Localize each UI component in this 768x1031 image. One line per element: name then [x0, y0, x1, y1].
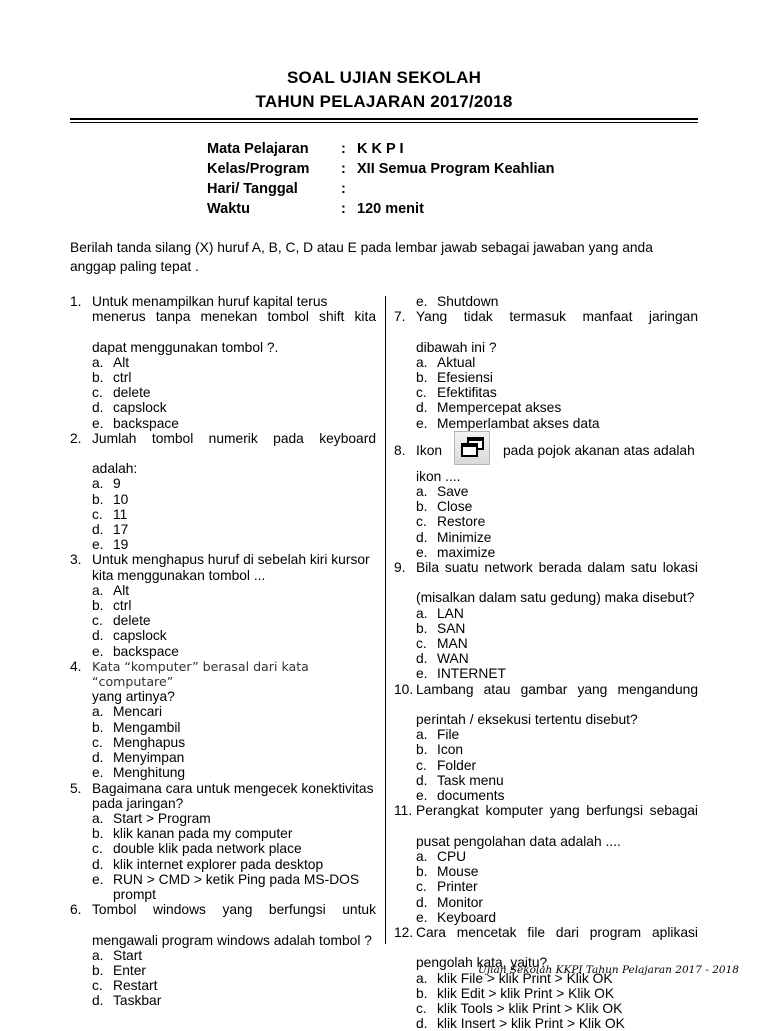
question-line: Jumlah tombol numerik pada keyboard: [92, 430, 376, 446]
question-line: mengawali program windows adalah tombol ?: [92, 932, 372, 948]
option-letter: b.: [92, 962, 104, 978]
option-d: [92, 750, 376, 765]
option-letter: a.: [92, 947, 104, 963]
option-letter: d.: [92, 750, 104, 766]
option-letter: d.: [92, 628, 104, 644]
option-a: [416, 727, 698, 742]
question-number: 4.: [70, 658, 82, 674]
header-rule: [70, 118, 698, 120]
question-line: yang artinya?: [92, 689, 175, 705]
option-text: klik internet explorer pada desktop: [113, 856, 324, 872]
option-e: [92, 765, 376, 780]
option-letter: a.: [416, 605, 428, 621]
question-number: 1.: [70, 294, 82, 309]
option-letter: a.: [92, 582, 104, 598]
option-d: [92, 628, 376, 643]
option-text: klik Tools > klik Print > Klik OK: [437, 1000, 623, 1016]
questions-left-column: [70, 294, 376, 1009]
question-line: dapat menggunakan tombol ?.: [92, 339, 279, 355]
option-text: Folder: [437, 757, 477, 773]
option-c: [416, 385, 698, 400]
info-value: XII Semua Program Keahlian: [357, 161, 555, 177]
option-e: [416, 788, 698, 803]
question-line: dibawah ini ?: [416, 339, 497, 355]
info-label: Waktu: [207, 201, 250, 217]
info-label: Mata Pelajaran: [207, 141, 309, 157]
info-row-time: [207, 199, 554, 219]
option-text: Mempercepat akses: [437, 400, 562, 416]
option-a: [416, 606, 698, 621]
option-b: [92, 598, 376, 613]
option-c: [416, 758, 698, 773]
option-b: [92, 720, 376, 735]
question-4: [70, 659, 376, 781]
option-text: RUN > CMD > ketik Ping pada MS-DOS prompt: [113, 871, 360, 902]
option-text: Memperlambat akses data: [437, 415, 600, 431]
info-colon: :: [341, 181, 346, 197]
option-letter: b.: [92, 826, 104, 842]
question-line: kita menggunakan tombol ...: [92, 567, 266, 583]
option-b: [416, 864, 698, 879]
option-e: [92, 537, 376, 552]
info-row-subject: [207, 139, 554, 159]
question-5: [70, 781, 376, 903]
question-line: Perangkat komputer yang berfungsi sebagai: [416, 803, 698, 819]
option-c: [92, 735, 376, 750]
question-line: pada pojok akanan atas adalah: [503, 442, 695, 458]
option-text: 9: [113, 476, 121, 492]
info-row-date: [207, 179, 554, 199]
question-8-body: [394, 469, 698, 560]
option-a: [92, 583, 376, 598]
option-text: Efesiensi: [437, 370, 493, 386]
option-d: [92, 400, 376, 415]
option-d: [416, 400, 698, 415]
question-line: Untuk menampilkan huruf kapital terus: [92, 294, 328, 309]
option-text: Menghapus: [113, 734, 186, 750]
option-text: Restore: [437, 514, 486, 530]
option-text: Start: [113, 947, 143, 963]
page-footer: Ujian Sekolah KKPI Tahun Pelajaran 2017 - 2018: [478, 964, 739, 976]
option-text: Close: [437, 499, 473, 515]
option-letter: b.: [92, 598, 104, 614]
option-text: 11: [113, 506, 128, 522]
option-text: Alt: [113, 354, 130, 370]
info-label: Kelas/Program: [207, 161, 310, 177]
option-letter: c.: [416, 514, 427, 530]
question-number: 2.: [70, 430, 82, 446]
option-d: [92, 857, 376, 872]
option-text: Icon: [437, 742, 464, 758]
option-letter: b.: [92, 719, 104, 735]
option-letter: b.: [416, 864, 428, 880]
option-d: [416, 651, 698, 666]
option-letter: c.: [416, 1000, 427, 1016]
option-text: Start > Program: [113, 810, 211, 826]
question-line: ikon ....: [416, 468, 461, 484]
option-text: Minimize: [437, 529, 492, 545]
option-text: Menghitung: [113, 765, 186, 781]
option-e: [92, 644, 376, 659]
option-text: ctrl: [113, 598, 132, 614]
option-letter: d.: [92, 993, 104, 1009]
question-line: Lambang atau gambar yang mengandung: [416, 681, 698, 697]
option-text: Enter: [113, 962, 146, 978]
option-a: [92, 355, 376, 370]
info-colon: :: [341, 161, 346, 177]
option-b: [416, 621, 698, 636]
option-b: [416, 370, 698, 385]
question-number: 11.: [394, 803, 413, 819]
option-e: [92, 872, 383, 902]
question-number: 12.: [394, 924, 414, 940]
option-c: [416, 636, 698, 651]
exam-info: [207, 139, 554, 219]
option-a: [92, 811, 376, 826]
question-number: 9.: [394, 560, 406, 576]
question-line: Tombol windows yang berfungsi untuk: [92, 902, 376, 918]
option-text: Keyboard: [437, 909, 497, 925]
option-e: [92, 416, 376, 431]
option-letter: b.: [416, 370, 428, 386]
option-text: INTERNET: [437, 666, 506, 682]
question-number: 10.: [394, 681, 414, 697]
option-text: MAN: [437, 636, 468, 652]
question-10: [394, 682, 698, 804]
question-7: [394, 309, 698, 431]
option-letter: d.: [416, 1016, 428, 1031]
option-text: capslock: [113, 628, 167, 644]
column-divider: [385, 296, 386, 944]
option-a: [92, 476, 376, 491]
questions-right-column: [394, 294, 739, 1031]
option-text: 10: [113, 491, 129, 507]
option-text: Shutdown: [437, 294, 499, 309]
option-e: [416, 545, 698, 560]
option-letter: a.: [416, 727, 428, 743]
option-text: Task menu: [437, 772, 504, 788]
option-letter: d.: [416, 400, 428, 416]
option-letter: a.: [416, 848, 428, 864]
question-9: [394, 560, 698, 682]
option-text: documents: [437, 788, 505, 804]
question-line: Untuk menghapus huruf di sebelah kiri kursor: [92, 552, 370, 568]
option-letter: a.: [416, 484, 428, 500]
page-subtitle: TAHUN PELAJARAN 2017/2018: [255, 92, 513, 111]
option-letter: a.: [92, 354, 104, 370]
question-line: Yang tidak termasuk manfaat jaringan: [416, 309, 698, 325]
option-letter: b.: [416, 499, 428, 515]
option-letter: e.: [92, 871, 104, 887]
option-c: [92, 385, 376, 400]
option-e: [394, 294, 698, 309]
info-value: K K P I: [357, 141, 404, 157]
option-letter: c.: [92, 734, 103, 750]
option-c: [416, 1001, 698, 1016]
option-b: [92, 826, 376, 841]
option-letter: c.: [92, 506, 103, 522]
option-text: backspace: [113, 415, 179, 431]
option-c: [92, 507, 376, 522]
option-letter: d.: [92, 856, 104, 872]
option-b: [92, 963, 376, 978]
question-3: [70, 552, 376, 658]
info-colon: :: [341, 201, 346, 217]
option-letter: c.: [92, 613, 103, 629]
question-line: adalah:: [92, 461, 138, 477]
option-text: Aktual: [437, 354, 476, 370]
option-text: File: [437, 727, 460, 743]
option-letter: c.: [92, 385, 103, 401]
option-letter: b.: [92, 491, 104, 507]
option-letter: a.: [416, 354, 428, 370]
question-line: Kata “komputer” berasal dari kata “computare”: [92, 658, 309, 690]
option-c: [416, 879, 698, 894]
option-text: klik kanan pada my computer: [113, 826, 293, 842]
question-number: 5.: [70, 780, 82, 796]
option-letter: e.: [416, 666, 428, 682]
option-letter: c.: [416, 757, 427, 773]
option-letter: d.: [416, 529, 428, 545]
option-letter: a.: [92, 476, 104, 492]
option-c: [92, 841, 376, 856]
restore-window-icon: [454, 431, 490, 465]
question-number: 8.: [394, 442, 406, 458]
instructions: Berilah tanda silang (X) huruf A, B, C, D atau E pada lembar jawab sebagai jawaban yang anda anggap paling tepat .: [70, 240, 653, 274]
question-line: pusat pengolahan data adalah ....: [416, 833, 621, 849]
option-text: 19: [113, 537, 129, 553]
question-12: [394, 924, 739, 1031]
info-row-class: [207, 159, 554, 179]
option-letter: a.: [92, 810, 104, 826]
option-b: [416, 986, 698, 1001]
option-letter: c.: [92, 841, 103, 857]
option-text: LAN: [437, 605, 464, 621]
option-text: Taskbar: [113, 993, 162, 1009]
option-c: [92, 613, 376, 628]
option-text: CPU: [437, 848, 467, 864]
option-text: delete: [113, 613, 151, 629]
option-letter: e.: [416, 788, 428, 804]
option-d: [416, 895, 698, 910]
option-letter: e.: [416, 544, 428, 560]
option-c: [416, 514, 698, 529]
option-letter: d.: [416, 894, 428, 910]
option-b: [416, 499, 698, 514]
option-text: Alt: [113, 582, 130, 598]
option-a: [416, 355, 698, 370]
option-letter: e.: [92, 643, 104, 659]
question-8: [394, 431, 698, 469]
option-letter: d.: [416, 651, 428, 667]
option-text: Monitor: [437, 894, 484, 910]
question-number: 3.: [70, 552, 82, 568]
option-d: [92, 993, 376, 1008]
option-letter: e.: [92, 537, 104, 553]
option-letter: d.: [416, 772, 428, 788]
option-text: Mouse: [437, 864, 479, 880]
option-d: [92, 522, 376, 537]
option-letter: e.: [416, 909, 428, 925]
option-letter: a.: [92, 704, 104, 720]
option-a: [92, 704, 376, 719]
option-a: [416, 484, 698, 499]
option-d: [416, 773, 698, 788]
option-e: [416, 416, 698, 431]
option-b: [416, 742, 698, 757]
option-letter: e.: [92, 765, 104, 781]
option-text: klik Edit > klik Print > Klik OK: [437, 985, 615, 1001]
option-e: [416, 910, 698, 925]
option-text: ctrl: [113, 370, 132, 386]
question-6: [70, 902, 376, 1008]
option-letter: e.: [92, 415, 104, 431]
info-colon: :: [341, 141, 346, 157]
option-d: [416, 530, 698, 545]
option-a: [92, 948, 376, 963]
option-letter: b.: [92, 370, 104, 386]
option-text: klik Insert > klik Print > Klik OK: [437, 1016, 625, 1031]
option-b: [92, 370, 376, 385]
option-text: klik File > klik Print > Klik OK: [437, 970, 613, 986]
option-text: double klik pada network place: [113, 841, 302, 857]
option-text: 17: [113, 522, 129, 538]
option-text: capslock: [113, 400, 167, 416]
option-letter: d.: [92, 522, 104, 538]
info-value: 120 menit: [357, 201, 424, 217]
option-a: [416, 849, 698, 864]
question-number: 6.: [70, 902, 82, 918]
question-line: Bagaimana cara untuk mengecek konektivitas: [92, 780, 374, 796]
option-letter: d.: [92, 400, 104, 416]
option-letter: c.: [92, 978, 103, 994]
option-text: delete: [113, 385, 151, 401]
question-line: perintah / eksekusi tertentu disebut?: [416, 712, 638, 728]
option-text: Restart: [113, 978, 158, 994]
question-line: Bila suatu network berada dalam satu lokasi: [416, 560, 698, 576]
option-letter: b.: [416, 620, 428, 636]
question-1: [70, 294, 376, 431]
option-letter: c.: [416, 636, 427, 652]
question-line: (misalkan dalam satu gedung) maka disebut?: [416, 590, 695, 606]
question-2: [70, 431, 376, 553]
option-b: [92, 492, 376, 507]
page-title: SOAL UJIAN SEKOLAH: [286, 68, 482, 87]
question-line: Cara mencetak file dari program aplikasi: [416, 924, 698, 940]
option-letter: e.: [416, 294, 428, 309]
question-11: [394, 803, 698, 925]
option-text: backspace: [113, 643, 179, 659]
option-text: SAN: [437, 620, 466, 636]
option-text: WAN: [437, 651, 469, 667]
option-e: [416, 666, 698, 681]
option-letter: b.: [416, 985, 428, 1001]
question-line: pengolah kata, yaitu?: [416, 955, 548, 971]
info-label: Hari/ Tanggal: [207, 181, 298, 197]
question-number: 7.: [394, 309, 406, 325]
option-letter: c.: [416, 385, 427, 401]
header-rule-thin: [70, 122, 698, 123]
option-text: Save: [437, 484, 469, 500]
option-letter: c.: [416, 879, 427, 895]
question-line: pada jaringan?: [92, 795, 184, 811]
option-text: Menyimpan: [113, 750, 185, 766]
option-letter: a.: [416, 970, 428, 986]
question-line: Ikon: [416, 442, 443, 458]
option-letter: e.: [416, 415, 428, 431]
option-text: maximize: [437, 544, 496, 560]
option-text: Mengambil: [113, 719, 181, 735]
option-letter: b.: [416, 742, 428, 758]
option-text: Mencari: [113, 704, 163, 720]
question-line: menerus tanpa menekan tombol shift kita: [92, 309, 376, 325]
option-c: [92, 978, 376, 993]
option-text: Efektifitas: [437, 385, 497, 401]
option-text: Printer: [437, 879, 478, 895]
